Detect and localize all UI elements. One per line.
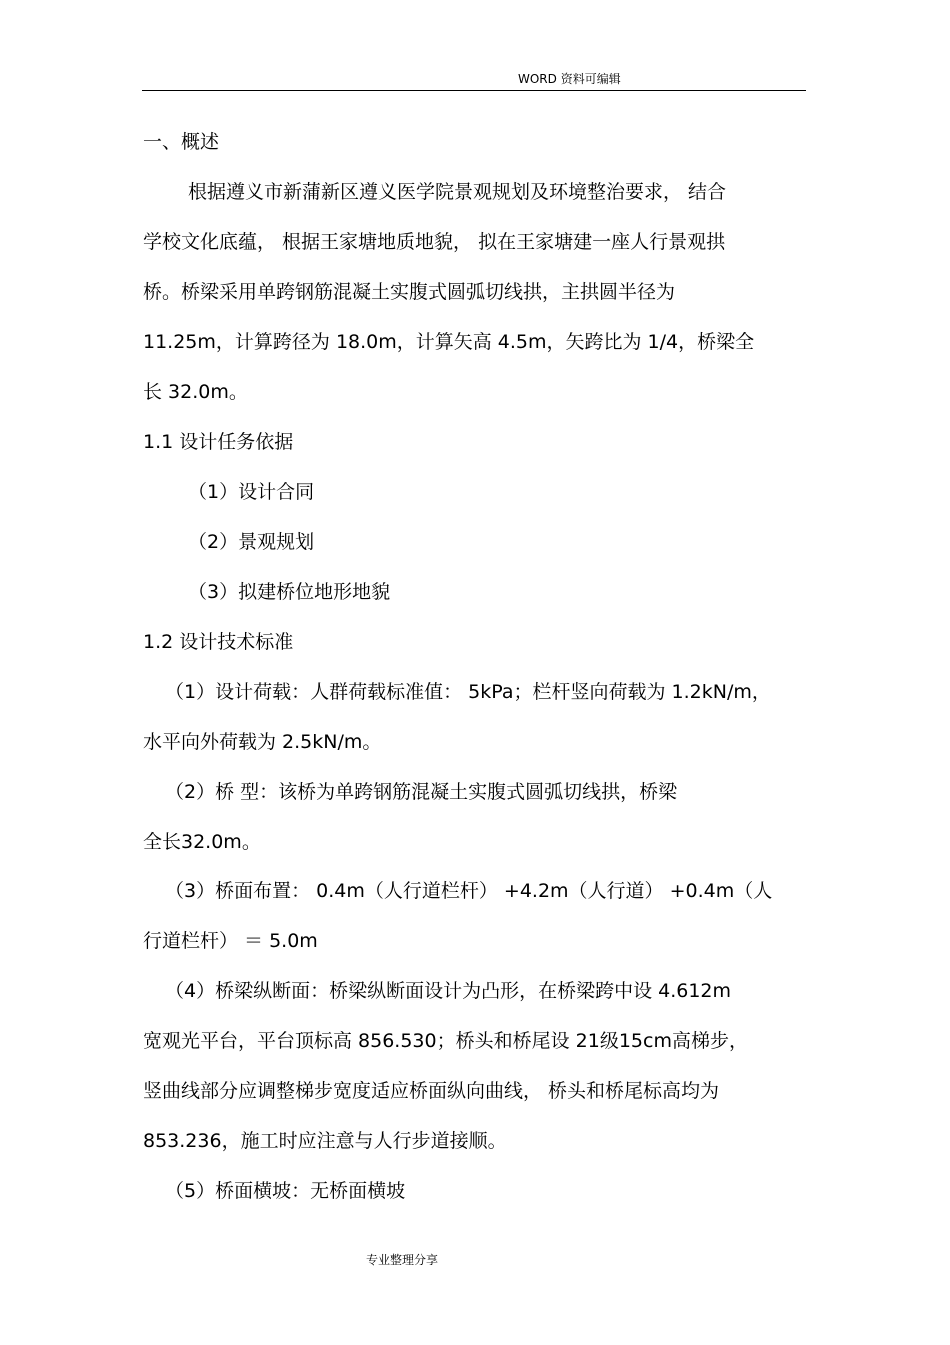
overview-line-3: 桥。桥梁采用单跨钢筋混凝土实腹式圆弧切线拱，主拱圆半径为 xyxy=(143,281,676,303)
standard-load-line-2: 水平向外荷载为 2.5kN/m。 xyxy=(143,731,382,753)
standard-profile-line-3: 竖曲线部分应调整梯步宽度适应桥面纵向曲线， 桥头和桥尾标高均为 xyxy=(143,1080,720,1102)
design-basis-item-2: （2）景观规划 xyxy=(188,531,315,553)
section-heading-overview: 一、概述 xyxy=(143,131,220,153)
design-basis-item-1: （1）设计合同 xyxy=(188,481,315,503)
standard-cross-slope-line-1: （5）桥面横坡：无桥面横坡 xyxy=(165,1180,406,1202)
standard-bridge-type-line-2: 全长32.0m。 xyxy=(143,831,261,853)
section-heading-technical-standards: 1.2 设计技术标准 xyxy=(143,631,294,653)
overview-line-4: 11.25m，计算跨径为 18.0m，计算矢高 4.5m，矢跨比为 1/4，桥梁全 xyxy=(143,331,755,353)
design-basis-item-3: （3）拟建桥位地形地貌 xyxy=(188,581,391,603)
page-header xyxy=(142,68,806,91)
standard-deck-layout-line-2: 行道栏杆） ＝ 5.0m xyxy=(143,930,318,952)
overview-line-5: 长 32.0m。 xyxy=(143,381,248,403)
standard-profile-line-2: 宽观光平台，平台顶标高 856.530；桥头和桥尾设 21级15cm高梯步， xyxy=(143,1030,748,1052)
overview-line-2: 学校文化底蕴， 根据王家塘地质地貌， 拟在王家塘建一座人行景观拱 xyxy=(143,231,726,253)
page-footer: 专业整理分享 xyxy=(366,1253,439,1267)
section-heading-design-basis: 1.1 设计任务依据 xyxy=(143,431,294,453)
standard-profile-line-4: 853.236，施工时应注意与人行步道接顺。 xyxy=(143,1130,507,1152)
standard-bridge-type-line-1: （2）桥 型：该桥为单跨钢筋混凝土实腹式圆弧切线拱，桥梁 xyxy=(165,781,678,803)
header-text: WORD 资料可编辑 xyxy=(518,72,621,86)
standard-deck-layout-line-1: （3）桥面布置： 0.4m（人行道栏杆） +4.2m（人行道） +0.4m（人 xyxy=(165,880,773,902)
standard-load-line-1: （1）设计荷载：人群荷载标准值： 5kPa；栏杆竖向荷载为 1.2kN/m， xyxy=(165,681,771,703)
standard-profile-line-1: （4）桥梁纵断面：桥梁纵断面设计为凸形，在桥梁跨中设 4.612m xyxy=(165,980,732,1002)
overview-line-1: 根据遵义市新蒲新区遵义医学院景观规划及环境整治要求， 结合 xyxy=(188,181,727,203)
